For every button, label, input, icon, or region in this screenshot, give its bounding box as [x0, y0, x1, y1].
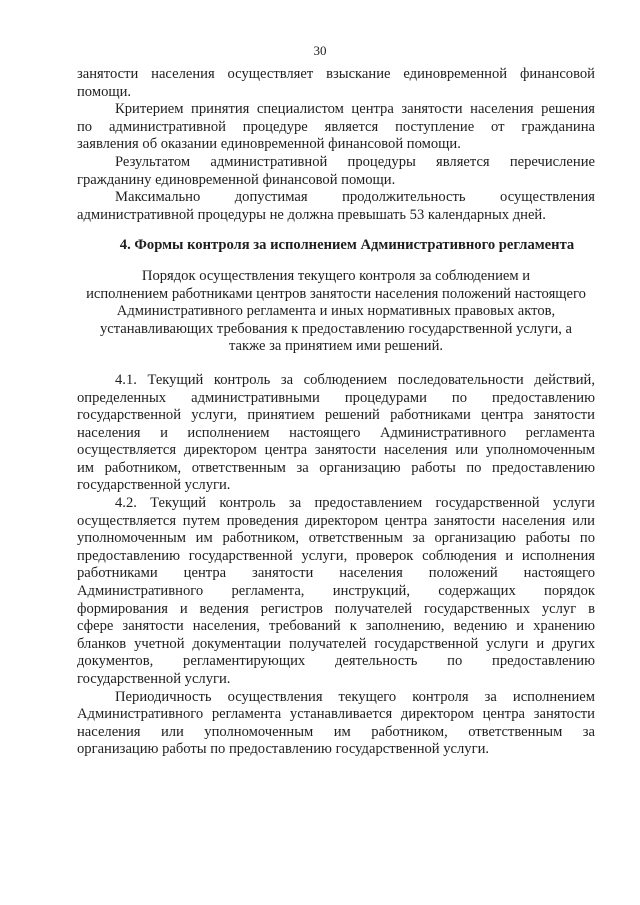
text-line: помощи. — [77, 83, 132, 100]
text-line: 4.2. Текущий контроль за предоставлением государственной услуги — [115, 495, 595, 512]
text-line: государственной услуги, принятием решений работниками центра занятости — [77, 407, 595, 424]
section-paragraphs — [77, 372, 595, 759]
subtitle-line: исполнением работниками центров занятости населения положений настоящего — [86, 285, 586, 302]
subtitle-line: устанавливающих требования к предоставлению государственной услуги, а — [99, 320, 573, 337]
text-line: бланков учетной документации получателей государственной услуги и других — [77, 635, 595, 652]
text-line: документов, регламентирующих деятельность по предоставлению — [77, 653, 595, 670]
text-line: заявления об оказании единовременной финансовой помощи. — [77, 136, 461, 153]
subtitle-line: также за принятием ими решений. — [228, 338, 444, 355]
text-line: населения или уполномоченным им работником, ответственным за — [77, 723, 595, 740]
text-line: организацию работы по предоставлению государственной услуги. — [77, 741, 490, 758]
text-line: административной процедуры не должна превышать 53 календарных дней. — [77, 206, 546, 223]
text-line: предоставлению государственной услуги, проверок соблюдения и исполнения — [77, 547, 595, 564]
text-line: занятости населения осуществляет взыскание единовременной финансовой — [77, 66, 595, 82]
text-line: Максимально допустимая продолжительность осуществления — [115, 189, 595, 206]
text-line: Результатом административной процедуры является перечисление — [115, 153, 595, 170]
text-line: Административного регламента устанавливается директором центра занятости — [77, 706, 595, 723]
subtitle-line: Административного регламента и иных нормативных правовых актов, — [116, 303, 556, 320]
top-paragraphs — [77, 66, 595, 224]
subtitle-line: Порядок осуществления текущего контроля за соблюдением и — [141, 267, 531, 284]
text-line: определенных административными процедурами по предоставлению — [77, 389, 595, 406]
section-heading: 4. Формы контроля за исполнением Административного регламента — [119, 237, 575, 254]
text-line: формирования и ведения регистров получателей государственных услуг в — [77, 600, 595, 617]
text-line: осуществляется путем проведения директором центра занятости населения или — [77, 512, 595, 529]
text-line: сфере занятости населения, требований к заполнению, ведению и хранению — [77, 618, 595, 635]
page-number: 30 — [313, 43, 327, 58]
text-line: Периодичность осуществления текущего контроля за исполнением — [115, 688, 595, 705]
text-line: им работником, ответственным за организацию работы по предоставлению — [77, 459, 595, 476]
text-line: Административного регламента, инструкций, содержащих порядок — [77, 583, 595, 600]
document-body — [77, 66, 595, 759]
text-line: осуществляется директором центра занятости населения или уполномоченным — [77, 442, 595, 459]
text-line: государственной услуги. — [77, 477, 231, 494]
text-line: населения и исполнением настоящего Административного регламента — [77, 424, 595, 441]
text-line: Критерием принятия специалистом центра занятости населения решения — [115, 101, 595, 118]
text-line: государственной услуги. — [77, 671, 231, 687]
text-line: работниками центра занятости населения положений настоящего — [77, 565, 595, 582]
text-line: 4.1. Текущий контроль за соблюдением последовательности действий, — [115, 371, 595, 388]
text-line: гражданину единовременной финансовой помощи. — [77, 171, 396, 188]
text-line: уполномоченным им работником, ответственным за организацию работы по — [77, 530, 595, 547]
section-subtitle — [77, 268, 595, 356]
text-line: по административной процедуре является поступление от гражданина — [77, 118, 595, 135]
